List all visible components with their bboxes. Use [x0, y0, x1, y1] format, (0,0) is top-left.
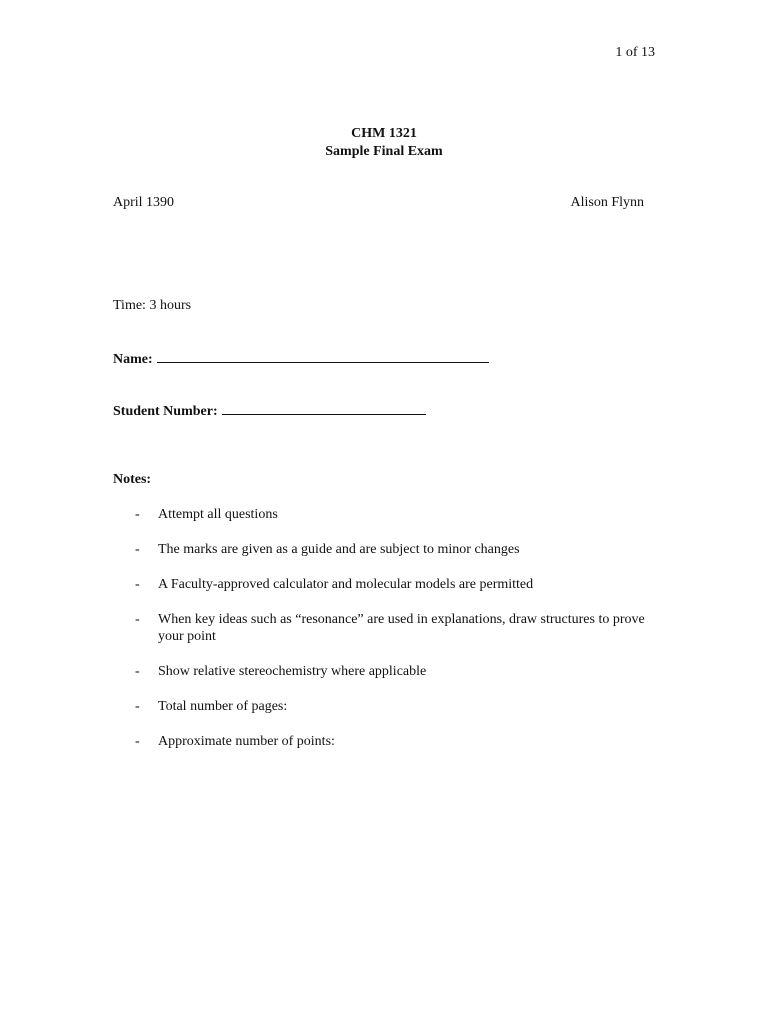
list-bullet: -: [135, 507, 140, 522]
list-bullet: -: [135, 699, 140, 714]
list-item-text: The marks are given as a guide and are subject to minor changes: [158, 542, 520, 557]
name-field-row: [113, 350, 489, 368]
list-item: [113, 541, 673, 558]
list-item: [113, 698, 673, 715]
list-bullet: -: [135, 577, 140, 592]
author-name: Alison Flynn: [570, 195, 644, 210]
student-number-field[interactable]: [222, 402, 426, 415]
list-item: [113, 733, 673, 750]
student-number-field-row: [113, 402, 426, 420]
list-item-text: Attempt all questions: [158, 507, 278, 522]
list-item-text: When key ideas such as “resonance” are used in explanations, draw structures to prove your point: [158, 612, 645, 644]
list-item: [113, 576, 673, 593]
student-number-label: Student Number:: [113, 404, 218, 419]
name-label: Name:: [113, 352, 153, 367]
list-item: [113, 506, 673, 523]
name-field[interactable]: [157, 350, 489, 363]
list-bullet: -: [135, 664, 140, 679]
list-bullet: -: [135, 734, 140, 749]
exam-title: Sample Final Exam: [325, 144, 443, 159]
list-bullet: -: [135, 542, 140, 557]
list-item: [113, 611, 673, 645]
exam-date: April 1390: [113, 195, 175, 210]
exam-duration: Time: 3 hours: [113, 298, 192, 313]
list-item: [113, 663, 673, 680]
notes-heading: Notes:: [113, 472, 152, 487]
notes-list: [113, 506, 673, 768]
page-number: 1 of 13: [615, 45, 655, 60]
course-title: CHM 1321: [351, 126, 417, 141]
list-item-text: Approximate number of points:: [158, 734, 335, 749]
list-item-text: Total number of pages:: [158, 699, 288, 714]
list-item-text: Show relative stereochemistry where applicable: [158, 664, 427, 679]
title-block: [0, 125, 768, 161]
list-bullet: -: [135, 612, 140, 627]
list-item-text: A Faculty-approved calculator and molecular models are permitted: [158, 577, 534, 592]
